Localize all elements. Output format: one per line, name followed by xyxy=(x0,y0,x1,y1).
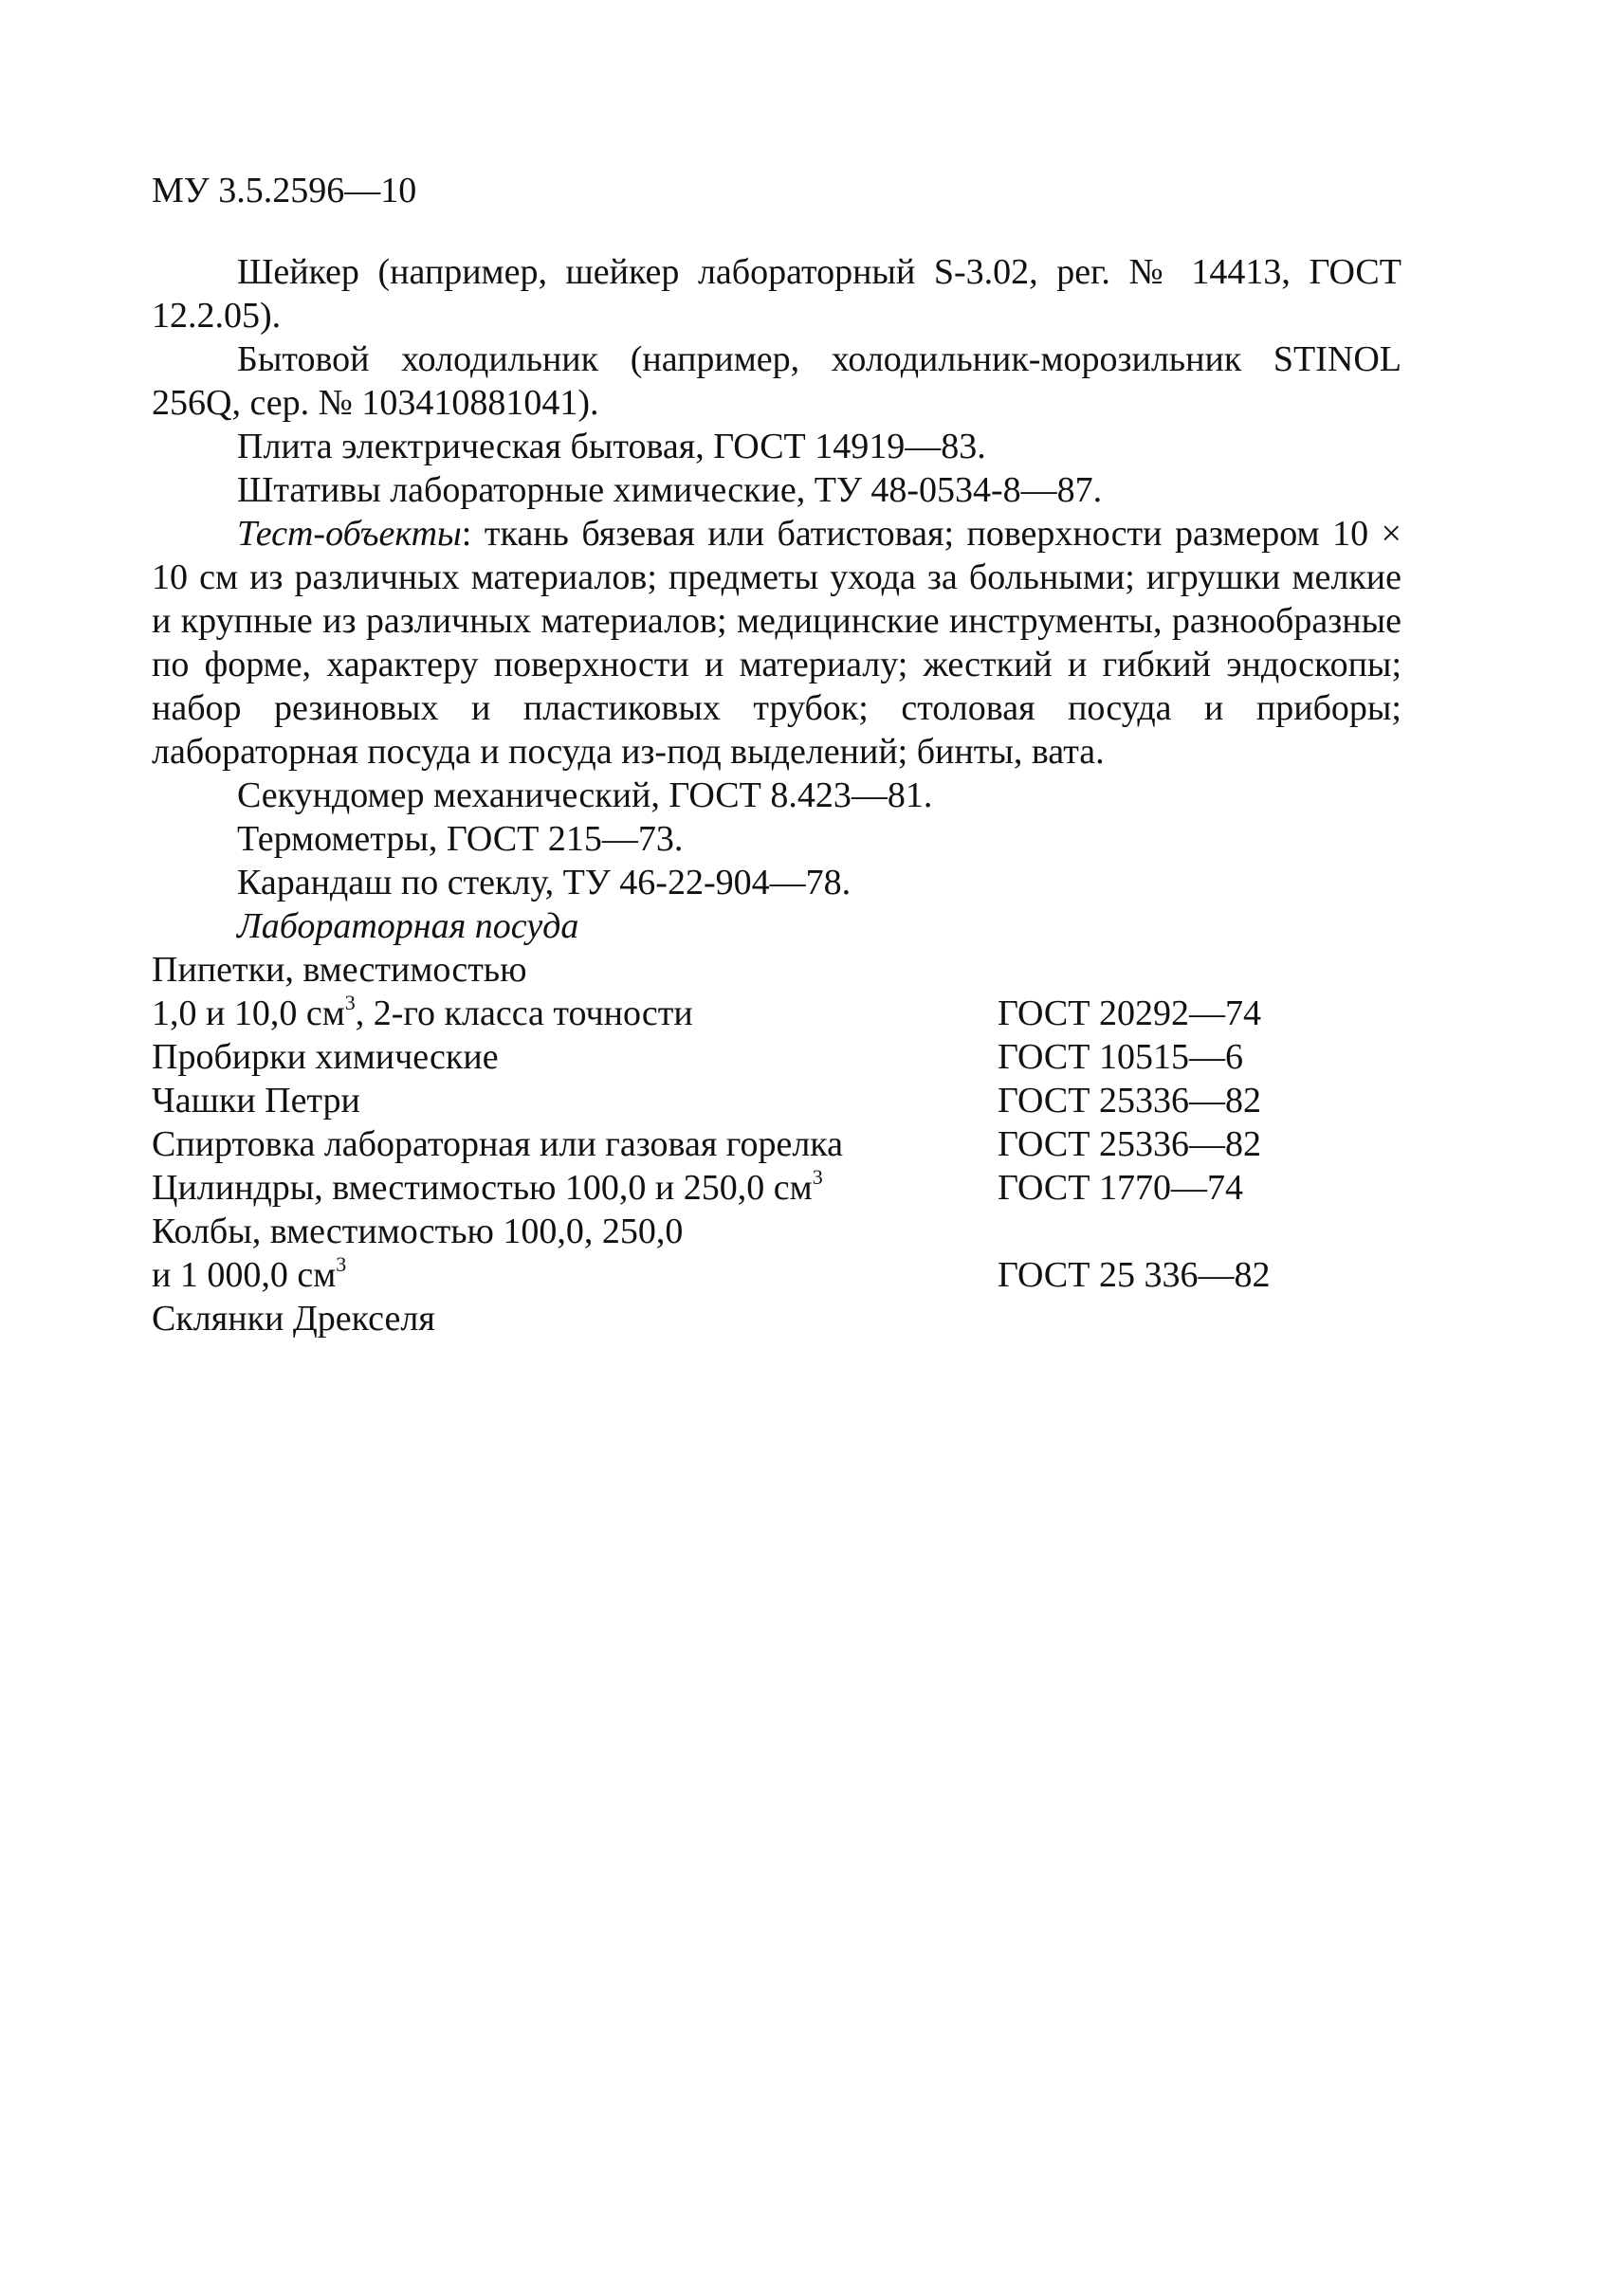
labware-name: Пипетки, вместимостью xyxy=(152,950,527,990)
labware-standard: ГОСТ 25336—82 xyxy=(998,1124,1261,1164)
table-row xyxy=(152,1253,1401,1297)
labware-name: Колбы, вместимостью 100,0, 250,0 xyxy=(152,1212,684,1251)
table-row xyxy=(152,1122,1401,1166)
test-objects-label: Тест-объекты xyxy=(237,514,462,554)
table-row xyxy=(152,992,1401,1035)
line-stopwatch: Секундомер механический, ГОСТ 8.423—81. xyxy=(237,775,933,815)
labware-standard xyxy=(998,1297,1401,1340)
table-row xyxy=(152,948,1401,992)
labware-name: Пробирки химические xyxy=(152,1037,499,1077)
labware-standard: ГОСТ 1770—74 xyxy=(998,1168,1243,1208)
labware-name: Спиртовка лабораторная или газовая горелка xyxy=(152,1124,844,1164)
table-row xyxy=(152,1079,1401,1122)
labware-name: 1,0 и 10,0 $см^3$, 2-го класса точности xyxy=(152,991,693,1033)
labware-standard: ГОСТ 25 336—82 xyxy=(998,1255,1271,1295)
table-row xyxy=(152,1035,1401,1079)
document-code: МУ 3.5.2596—10 xyxy=(152,171,417,210)
table-row xyxy=(152,1166,1401,1210)
labware-standard: ГОСТ 25336—82 xyxy=(998,1081,1261,1121)
labware-standard: ГОСТ 10515—6 xyxy=(998,1037,1243,1077)
labware-standard: ГОСТ 20292—74 xyxy=(998,993,1261,1033)
line-electric-stove: Плита электрическая бытовая, ГОСТ 14919—83. xyxy=(237,427,986,466)
line-lab-stands: Штативы лабораторные химические, ТУ 48-0534-8—87. xyxy=(237,470,1103,510)
paragraph-shaker: Шейкер (например, шейкер лабораторный S-3.02, рег. № 14413, ГОСТ 12.2.05). xyxy=(152,252,1401,336)
table-row xyxy=(152,1210,1401,1253)
labware-table xyxy=(152,948,1401,1340)
labware-name: Цилиндры, вместимостью 100,0 и 250,0 $см^3$ xyxy=(152,1165,823,1208)
document-body xyxy=(152,250,1401,1340)
test-objects-text: : ткань бязевая или батистовая; поверхности размером 10 × 10 см из различных материалов; предметы ухода за больными; игрушки мелкие и крупные из различных материалов; медицинские инструменты, разнообразные по форме, характеру поверхности и материалу; жесткий и гибкий эндоскопы; набор резиновых и пластиковых трубок; столовая посуда и приборы; лабораторная посуда и посуда из-под выделений; бинты, вата. xyxy=(152,514,1401,772)
paragraph-test-objects xyxy=(152,512,1401,774)
labware-standard xyxy=(998,1210,1401,1253)
labware-heading: Лабораторная посуда xyxy=(237,906,579,946)
line-glass-pencil: Карандаш по стеклу, ТУ 46-22-904—78. xyxy=(237,863,852,902)
table-row xyxy=(152,1297,1401,1340)
labware-name: Склянки Дрекселя xyxy=(152,1299,435,1339)
labware-standard xyxy=(998,948,1401,992)
labware-name: Чашки Петри xyxy=(152,1081,360,1121)
paragraph-refrigerator: Бытовой холодильник (например, холодильник-морозильник STINOL 256Q, сер. № 103410881041). xyxy=(152,339,1401,423)
labware-name: и 1 000,0 $см^3$ xyxy=(152,1252,347,1295)
line-thermometers: Термометры, ГОСТ 215—73. xyxy=(237,819,684,859)
